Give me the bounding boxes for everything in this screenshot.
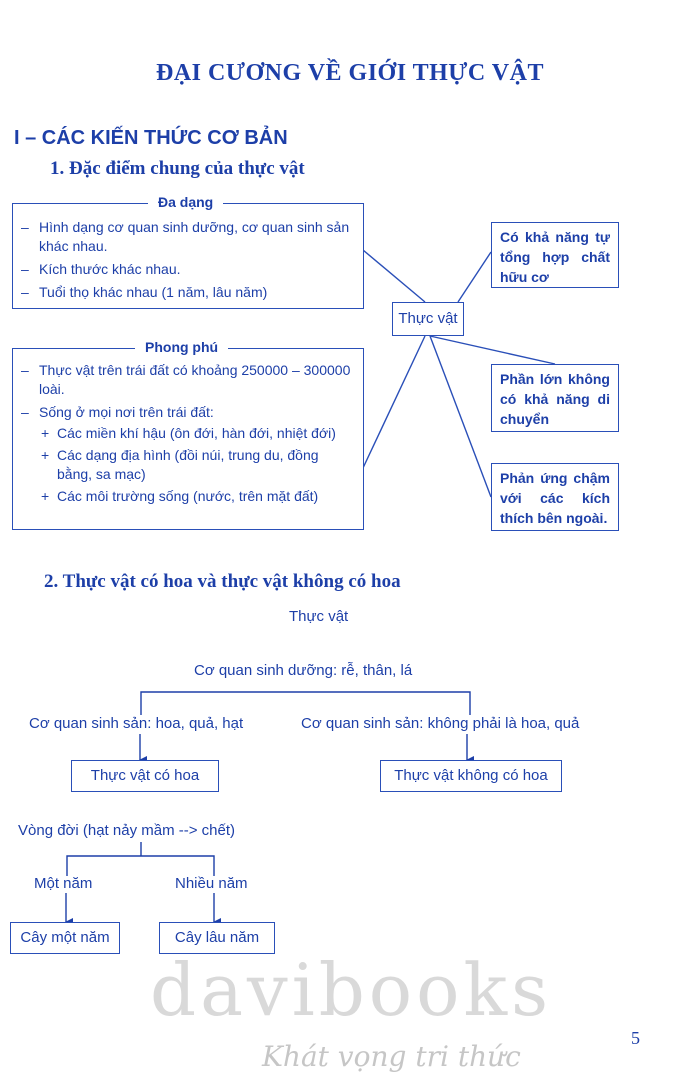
center-node-thuc-vat: Thực vật	[392, 302, 464, 336]
section-heading: I – CÁC KIẾN THỨC CƠ BẢN	[14, 127, 288, 149]
subsection-2-heading: 2. Thực vật có hoa và thực vật không có hoa	[44, 571, 401, 592]
box-flowering-plants: Thực vật có hoa	[71, 760, 219, 792]
line-phongphu-center	[363, 336, 425, 468]
box-perennial-plant: Cây lâu năm	[159, 922, 275, 954]
da-dang-item: – Hình dạng cơ quan sinh dưỡng, cơ quan sinh sản khác nhau.	[17, 218, 355, 256]
line-center-r2	[430, 336, 555, 364]
right-box-tu-tong-hop: Có khả năng tự tổng hợp chất hữu cơ	[491, 222, 619, 288]
da-dang-item: – Tuổi thọ khác nhau (1 năm, lâu năm)	[17, 283, 355, 302]
da-dang-header: Đa dạng	[148, 193, 223, 212]
phong-phu-item: – Thực vật trên trái đất có khoảng 250000 – 300000 loài.	[17, 361, 355, 399]
lifecycle-label: Vòng đời (hạt nảy mầm --> chết)	[18, 822, 236, 839]
tree-organ-label: Cơ quan sinh dưỡng: rễ, thân, lá	[194, 662, 413, 679]
da-dang-item: – Kích thước khác nhau.	[17, 260, 355, 279]
phong-phu-item-text: Sống ở mọi nơi trên trái đất:	[39, 404, 214, 420]
tree-left-condition: Cơ quan sinh sản: hoa, quả, hạt	[29, 715, 244, 732]
tree-root-thuc-vat: Thực vật	[289, 608, 349, 625]
branch-one-year: Một năm	[34, 875, 93, 892]
phong-phu-subitem: + Các dạng địa hình (đồi núi, trung du, đồng bằng, sa mạc)	[39, 446, 355, 484]
watermark-brand: davibooks	[150, 948, 553, 1032]
da-dang-box	[12, 194, 364, 309]
phong-phu-box	[12, 339, 364, 530]
phong-phu-subitem: + Các miền khí hậu (ôn đới, hàn đới, nhiệt đới)	[39, 424, 355, 443]
right-box-phan-ung-cham: Phản ứng chậm với các kích thích bên ngoài.	[491, 463, 619, 531]
branch-many-years: Nhiều năm	[175, 875, 248, 892]
phong-phu-subitem: + Các môi trường sống (nước, trên mặt đất)	[39, 487, 355, 506]
right-box-khong-di-chuyen: Phần lớn không có khả năng di chuyển	[491, 364, 619, 432]
subsection-1-heading: 1. Đặc điểm chung của thực vật	[50, 158, 305, 179]
phong-phu-item	[17, 403, 355, 506]
tree-right-condition: Cơ quan sinh sản: không phải là hoa, quả	[301, 715, 580, 732]
box-annual-plant: Cây một năm	[10, 922, 120, 954]
box-non-flowering-plants: Thực vật không có hoa	[380, 760, 562, 792]
tree-branch-organ	[141, 692, 470, 715]
phong-phu-header: Phong phú	[135, 338, 228, 357]
line-center-r3	[430, 336, 491, 497]
line-center-r1	[458, 252, 491, 302]
watermark-slogan: Khát vọng tri thức	[262, 1040, 521, 1073]
tree-branch-lifecycle	[67, 856, 214, 876]
page-number: 5	[631, 1028, 640, 1048]
page-title: ĐẠI CƯƠNG VỀ GIỚI THỰC VẬT	[156, 60, 544, 86]
line-dadang-center	[363, 250, 425, 302]
